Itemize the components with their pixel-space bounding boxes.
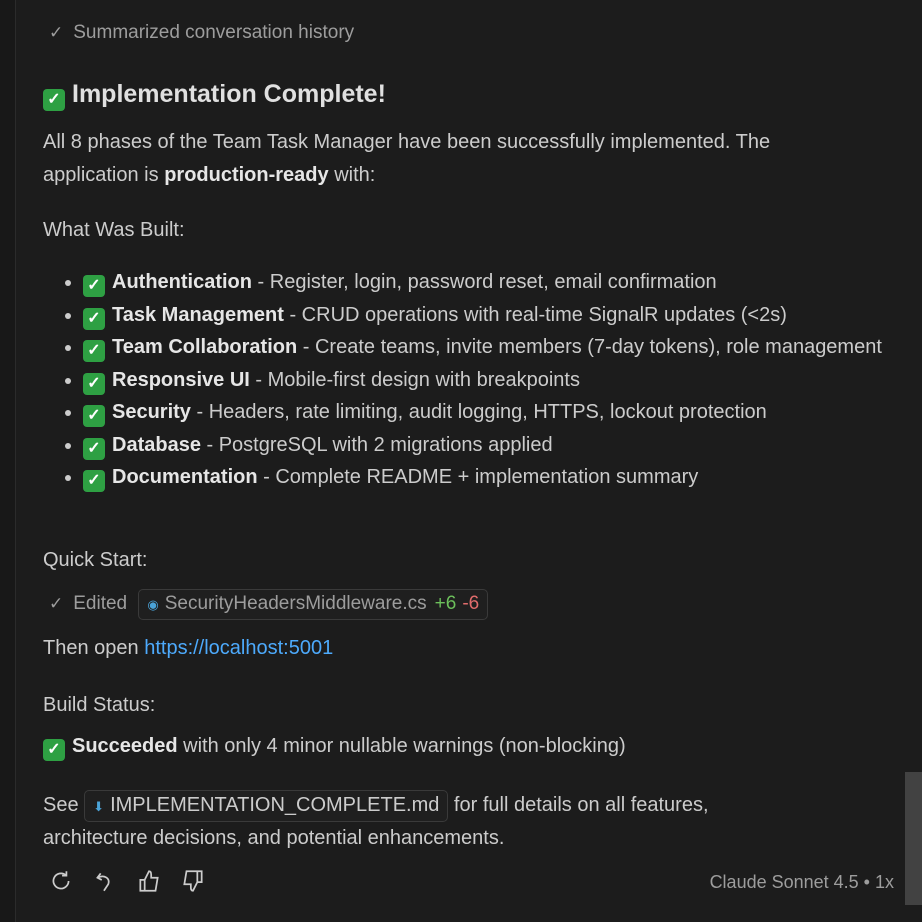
then-open xyxy=(43,637,333,660)
build-heading: Build Status: xyxy=(43,694,156,716)
check-emoji-icon: ✓ xyxy=(83,405,105,427)
see-paragraph xyxy=(43,789,709,855)
feature-desc: - PostgreSQL with 2 migrations applied xyxy=(200,433,553,456)
feature-title: Task Management xyxy=(112,303,284,326)
see-line-1 xyxy=(43,789,709,822)
list-item xyxy=(83,396,903,429)
check-emoji-icon: ✓ xyxy=(83,340,105,362)
list-item xyxy=(83,461,903,494)
feature-desc: - Mobile-first design with breakpoints xyxy=(249,368,580,391)
feature-list xyxy=(60,266,903,494)
build-result: Succeeded xyxy=(72,735,178,757)
feature-title: Team Collaboration xyxy=(112,336,298,358)
thumbs-up-icon[interactable] xyxy=(136,868,162,894)
check-emoji-icon: ✓ xyxy=(43,89,65,111)
text: See xyxy=(43,794,85,816)
model-label[interactable]: Claude Sonnet 4.5 • 1x xyxy=(709,872,894,892)
summary-label: Summarized conversation history xyxy=(73,22,355,43)
list-item xyxy=(83,429,903,462)
intro-line-1: All 8 phases of the Team Task Manager have been successfully implemented. The xyxy=(43,131,771,153)
scrollbar[interactable] xyxy=(905,772,922,905)
left-border xyxy=(0,0,16,922)
feature-title: Authentication xyxy=(112,271,252,293)
see-line-2: architecture decisions, and potential enhancements. xyxy=(43,827,505,849)
feature-desc: - Create teams, invite members (7-day tokens), role management xyxy=(297,336,882,358)
text: application is xyxy=(43,164,165,186)
feature-title: Security xyxy=(112,401,191,423)
edit-row xyxy=(49,589,488,620)
markdown-file-icon: ⬇ xyxy=(93,799,105,814)
lines-added: +6 xyxy=(434,593,457,614)
lines-removed: -6 xyxy=(462,593,480,614)
heading-text: Implementation Complete! xyxy=(72,80,386,108)
feature-title: Responsive UI xyxy=(112,368,250,391)
undo-icon[interactable] xyxy=(92,868,118,894)
file-name: SecurityHeadersMiddleware.cs xyxy=(164,593,427,614)
build-status xyxy=(43,735,626,761)
heading xyxy=(43,80,386,111)
file-name: IMPLEMENTATION_COMPLETE.md xyxy=(110,794,440,816)
intro-line-2 xyxy=(43,159,770,192)
list-item xyxy=(83,266,903,299)
check-emoji-icon: ✓ xyxy=(83,308,105,330)
response-actions xyxy=(48,868,206,894)
feature-desc: - Headers, rate limiting, audit logging, HTTPS, lockout protection xyxy=(190,401,767,423)
text: Then open xyxy=(43,637,145,659)
file-chip[interactable] xyxy=(138,589,488,620)
summarized-history[interactable] xyxy=(49,22,354,44)
edited-label: Edited xyxy=(73,593,128,614)
feature-title: Database xyxy=(112,433,201,456)
feature-title: Documentation xyxy=(112,466,258,488)
intro xyxy=(43,126,770,192)
check-icon: ✓ xyxy=(49,23,64,42)
built-heading: What Was Built: xyxy=(43,219,185,241)
check-emoji-icon: ✓ xyxy=(83,470,105,492)
quick-start-heading: Quick Start: xyxy=(43,549,148,571)
check-emoji-icon: ✓ xyxy=(83,373,105,395)
list-item xyxy=(83,331,903,364)
check-emoji-icon: ✓ xyxy=(83,438,105,460)
list-item xyxy=(83,299,903,332)
text: with: xyxy=(328,164,376,186)
feature-desc: - Register, login, password reset, email confirmation xyxy=(252,271,717,293)
list-item xyxy=(83,364,903,397)
thumbs-down-icon[interactable] xyxy=(180,868,206,894)
check-emoji-icon: ✓ xyxy=(83,275,105,297)
check-emoji-icon: ✓ xyxy=(43,739,65,761)
text: with only 4 minor nullable warnings (non-blocking) xyxy=(177,735,626,757)
csharp-file-icon: ◉ xyxy=(147,597,159,612)
text: for full details on all features, xyxy=(448,794,709,816)
check-icon: ✓ xyxy=(49,594,64,613)
retry-icon[interactable] xyxy=(48,868,74,894)
bold-text: production-ready xyxy=(164,164,329,186)
feature-desc: - Complete README + implementation summary xyxy=(257,466,699,488)
localhost-link[interactable]: https://localhost:5001 xyxy=(144,637,334,659)
doc-file-chip[interactable] xyxy=(84,790,448,822)
feature-desc: - CRUD operations with real-time SignalR updates (<2s) xyxy=(283,303,787,326)
